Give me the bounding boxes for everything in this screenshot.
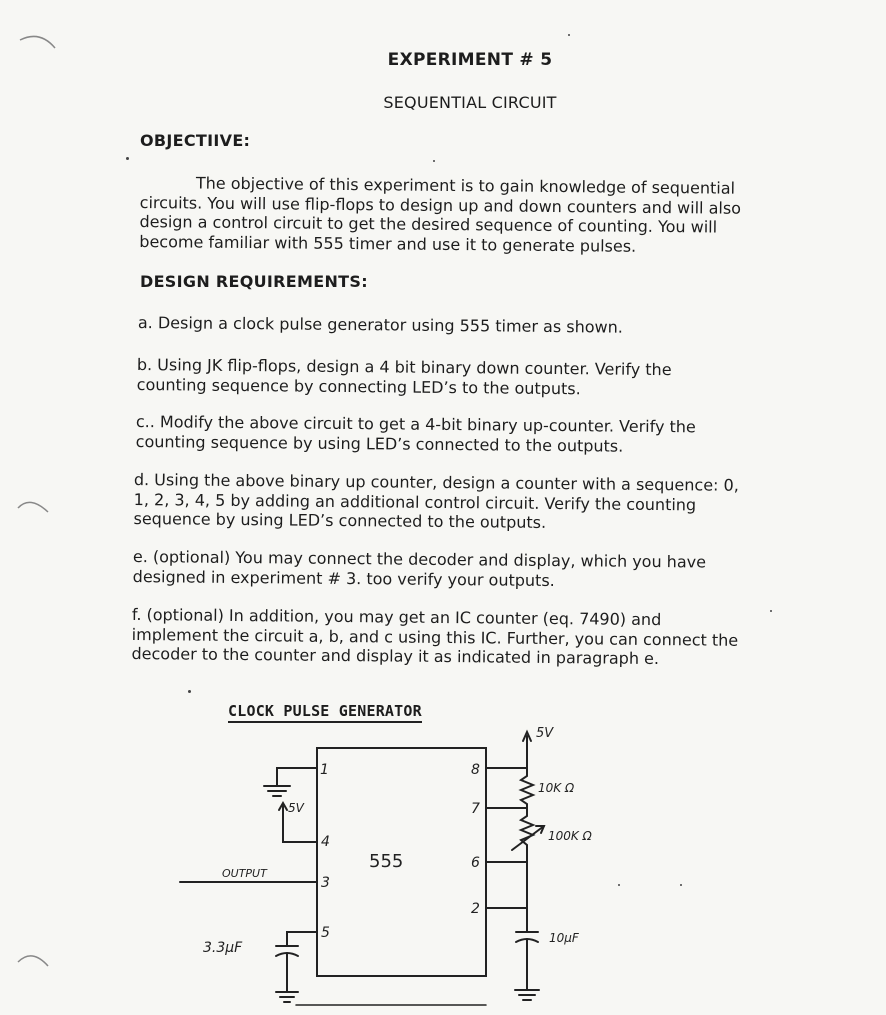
requirement-line: c.. Modify the above circuit to get a 4-bit binary up-counter. Verify the (135, 412, 696, 437)
vcc-top-label: 5V (536, 726, 554, 741)
requirements-heading: DESIGN REQUIREMENTS: (140, 272, 368, 291)
scan-speck (770, 610, 772, 612)
vcc-left-label: 5V (288, 801, 304, 815)
scan-mark (20, 36, 55, 48)
ic-label: 555 (369, 851, 404, 872)
pin1-ground-wire (277, 768, 317, 786)
requirement-line: sequence by using LED’s connected to the outputs. (133, 508, 547, 532)
requirement-line: decoder to the counter and display it as indicated in paragraph e. (131, 643, 660, 669)
scan-speck (126, 157, 129, 160)
pin-number: 1 (320, 762, 329, 778)
pin-number: 5 (321, 925, 330, 941)
objective-line: circuits. You will use flip-flops to design up and down counters and will also (139, 192, 742, 218)
pin-number: 8 (471, 762, 480, 778)
page-subtitle: SEQUENTIAL CIRCUIT (383, 93, 557, 112)
requirement-line: b. Using JK flip-flops, design a 4 bit binary down counter. Verify the (136, 355, 672, 380)
resistor-10k (521, 768, 533, 808)
scan-speck (680, 884, 682, 886)
scan-speck (188, 690, 191, 693)
requirement-line: a. Design a clock pulse generator using 555 timer as shown. (137, 313, 624, 337)
page-title: EXPERIMENT # 5 (387, 50, 553, 70)
objective-line: design a control circuit to get the desired sequence of counting. You will (139, 211, 718, 237)
objective-line: The objective of this experiment is to gain knowledge of sequential (195, 173, 736, 198)
pin-number: 6 (471, 855, 480, 871)
pin-number: 3 (321, 875, 330, 891)
objective-line: become familiar with 555 timer and use it to generate pulses. (139, 231, 637, 256)
scan-mark (18, 956, 48, 966)
requirement-line: counting sequence by using LED’s connected to the outputs. (135, 431, 624, 456)
requirement-line: designed in experiment # 3. too verify your outputs. (132, 566, 555, 590)
scan-speck (568, 34, 570, 36)
requirement-line: counting sequence by connecting LED’s to the outputs. (136, 374, 581, 398)
pin5-wire (287, 932, 317, 946)
requirement-line: implement the circuit a, b, and c using this IC. Further, you can connect the (131, 624, 739, 650)
control-capacitor-label: 3.3µF (203, 940, 243, 956)
resistor-100k-label: 100K Ω (548, 829, 592, 843)
circuit-title: CLOCK PULSE GENERATOR (228, 702, 422, 723)
scan-speck (618, 884, 620, 886)
requirement-line: f. (optional) In addition, you may get an IC counter (eq. 7490) and (131, 605, 662, 630)
pin-number: 7 (471, 801, 480, 817)
objective-heading: OBJECTIIVE: (140, 131, 251, 150)
requirement-line: 1, 2, 3, 4, 5 by adding an additional control circuit. Verify the counting (133, 489, 697, 514)
pin-number: 4 (321, 834, 330, 850)
scan-mark (18, 502, 48, 512)
resistor-10k-label: 10K Ω (538, 781, 575, 795)
pin-number: 2 (471, 901, 480, 917)
output-label: OUTPUT (222, 867, 267, 880)
requirement-line: e. (optional) You may connect the decoder and display, which you have (132, 547, 707, 572)
requirement-line: d. Using the above binary up counter, design a counter with a sequence: 0, (133, 470, 739, 495)
scan-speck (433, 160, 435, 162)
timing-capacitor-label: 10µF (549, 931, 579, 945)
